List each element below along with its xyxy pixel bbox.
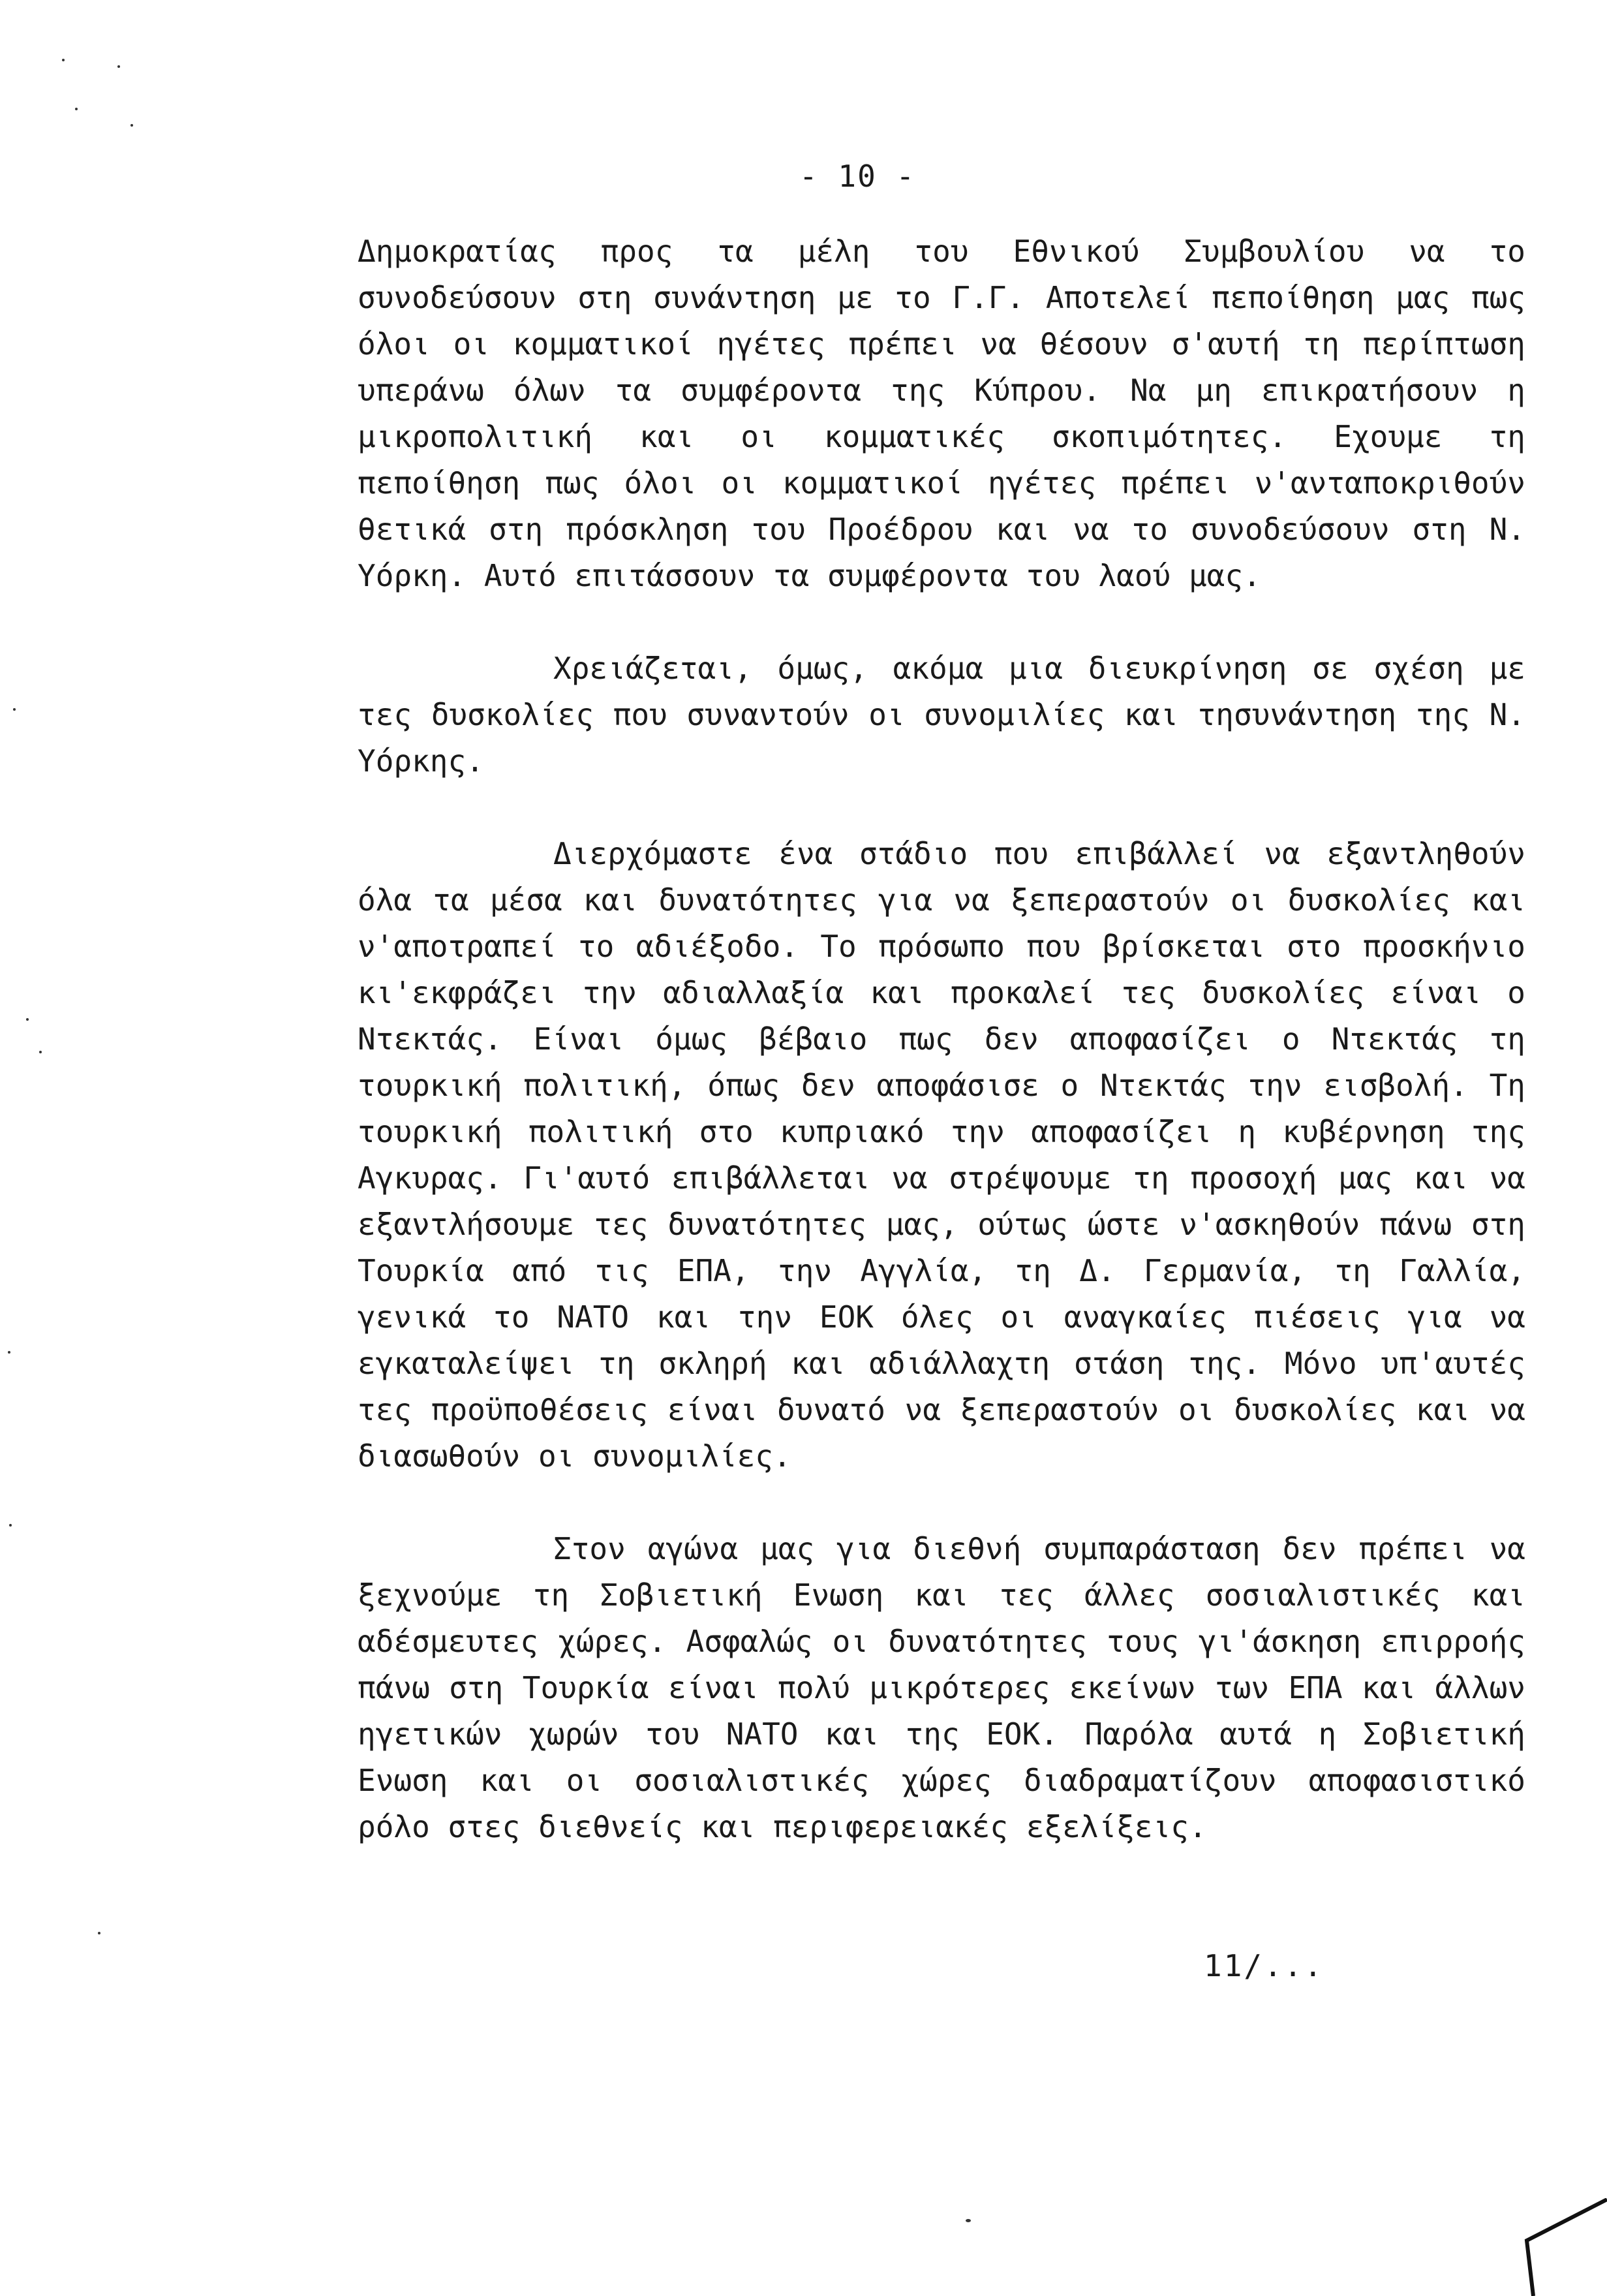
scan-speck — [39, 1051, 42, 1053]
scan-speck — [75, 108, 78, 110]
scan-speck — [62, 59, 65, 61]
scan-speck — [966, 2219, 971, 2222]
scan-speck — [9, 1524, 12, 1527]
scan-speck — [26, 1018, 29, 1021]
paragraph-2: Χρειάζεται, όμως, ακόμα μια διευκρίνηση σε σχέση με τες δυσκολίες που συναντούν οι συνομιλίες και τησυνάντηση της Ν. Υόρκης. — [358, 651, 1525, 779]
paragraph-4: Στον αγώνα μας για διεθνή συμπαράσταση δεν πρέπει να ξεχνούμε τη Σοβιετική Ενωση και τες άλλες σοσιαλιστικές και αδέσμευτες χώρες. Ασφαλώς οι δυνατότητες τους γι'άσκηση επιρροής πάνω στη Τουρκία είναι πολύ μικρότερες εκείνων των ΕΠΑ και άλλων ηγετικών χωρών του ΝΑΤΟ και της ΕΟΚ. Παρόλα αυτά η Σοβιετική Ενωση και οι σοσιαλιστικές χώρες διαδραματίζουν αποφασιστικό ρόλο στες διεθνείς και περιφερειακές εξελίξεις. — [358, 1531, 1525, 1844]
body-text — [358, 228, 1525, 1850]
scan-speck — [13, 708, 16, 711]
page-continuation-marker: 11/... — [1204, 1948, 1324, 1983]
page-number: - 10 - — [799, 159, 916, 194]
scan-speck — [130, 124, 133, 127]
paragraph-1: Δημοκρατίας προς τα μέλη του Εθνικού Συμβουλίου να το συνοδεύσουν στη συνάντηση με το Γ.Γ. Αποτελεί πεποίθηση μας πως όλοι οι κομματικοί ηγέτες πρέπει να θέσουν σ'αυτή τη περίπτωση υπεράνω όλων τα συμφέροντα της Κύπρου. Να μη επικρατήσουν η μικροπολιτική και οι κομματικές σκοπιμότητες. Εχουμε τη πεποίθηση πως όλοι οι κομματικοί ηγέτες πρέπει ν'ανταποκριθούν θετικά στη πρόσκληση του Προέδρου και να το συνοδεύσουν στη Ν. Υόρκη. Αυτό επιτάσσουν τα συμφέροντα του λαού μας. — [358, 234, 1525, 593]
scan-speck — [98, 1932, 100, 1934]
paragraph-3: Διερχόμαστε ένα στάδιο που επιβάλλεί να εξαντληθούν όλα τα μέσα και δυνατότητες για να ξεπεραστούν οι δυσκολίες και ν'αποτραπεί το αδιέξοδο. Το πρόσωπο που βρίσκεται στο προσκήνιο κι'εκφράζει την αδιαλλαξία και προκαλεί τες δυσκολίες είναι ο Ντεκτάς. Είναι όμως βέβαιο πως δεν αποφασίζει ο Ντεκτάς τη τουρκική πολιτική, όπως δεν αποφάσισε ο Ντεκτάς την εισβολή. Τη τουρκική πολιτική στο κυπριακό την αποφασίζει η κυβέρνηση της Αγκυρας. Γι'αυτό επιβάλλεται να στρέψουμε τη προσοχή μας και να εξαντλήσουμε τες δυνατότητες μας, ούτως ώστε ν'ασκηθούν πάνω στη Τουρκία από τις ΕΠΑ, την Αγγλία, τη Δ. Γερμανία, τη Γαλλία, γενικά το ΝΑΤΟ και την ΕΟΚ όλες οι αναγκαίες πιέσεις για να εγκαταλείψει τη σκληρή και αδιάλλαχτη στάση της. Μόνο υπ'αυτές τες προϋποθέσεις είναι δυνατό να ξεπεραστούν οι δυσκολίες και να διασωθούν οι συνομιλίες. — [358, 836, 1525, 1474]
corner-fold-mark — [1519, 2198, 1607, 2296]
scan-speck — [117, 65, 120, 68]
scan-speck — [8, 1351, 10, 1354]
